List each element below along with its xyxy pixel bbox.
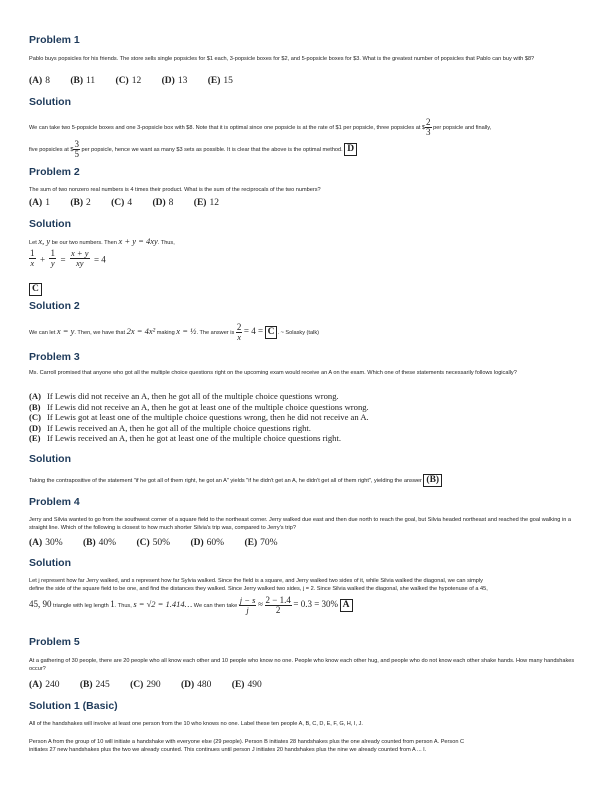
problem-3-solution-title: Solution	[29, 453, 71, 465]
problem-2-choices: (A) 1 (B) 2 (C) 4 (D) 8 (E) 12	[29, 198, 219, 208]
problem-1-solution-title: Solution	[29, 96, 71, 108]
problem-4-choices: (A) 30% (B) 40% (C) 50% (D) 60% (E) 70%	[29, 538, 278, 548]
problem-2-title: Problem 2	[29, 166, 80, 178]
problem-4-title: Problem 4	[29, 496, 80, 508]
problem-3-statements	[29, 391, 584, 444]
problem-5-choices: (A) 240 (B) 245 (C) 290 (D) 480 (E) 490	[29, 680, 262, 690]
statement: (D) If Lewis received an A, then he got all of the multiple choice questions right.	[29, 422, 311, 433]
problem-2-text: The sum of two nonzero real numbers is 4 times their product. What is the sum of the reciprocals of the two numbers?	[29, 187, 321, 193]
statement: (A) If Lewis did not receive an A, then he got all of the multiple choice questions wrong.	[29, 391, 339, 401]
problem-4-solution: Let j represent how far Jerry walked, and s represent how far Sylvia walked. Since the field is a square, and Jerry walked two sides of it, while Silvia walked the diagonal, we can simply define the side of the square field to be one, and find the distances they walked. Since Jerry walked two sides, j = 2. Since Silvia walked the diagonal, she walked the hypotenuse of a 45, 45, 90 triangle with leg length 1. Thus, s = √2 = 1.414… We can then take $\frac{j - s}{j}$ ≈ $\frac{2 - 1.4}{2}$ = 0.3 = 30% A	[29, 578, 488, 616]
statement: (C) If Lewis got at least one of the multiple choice questions wrong, then he did not receive an A.	[29, 412, 369, 422]
problem-4-solution-title: Solution	[29, 557, 71, 569]
answer-box: A	[340, 599, 353, 612]
statement: (B) If Lewis did not receive an A, then he got at least one of the multiple choice questions wrong.	[29, 401, 369, 412]
problem-3-text: Ms. Carroll promised that anyone who got all the multiple choice questions right on the upcoming exam would receive an A on the exam. Which one of these statements necessarily follows logically?	[29, 370, 517, 376]
problem-2-solution: Let x, y be our two numbers. Then x + y = 4xy. Thus,	[29, 236, 175, 246]
problem-2-equation: $\frac{1}{x}$ + $\frac{1}{y}$ = $\frac{x + y}{xy}$ = 4	[30, 248, 106, 268]
problem-2-solution-title: Solution	[29, 218, 71, 230]
problem-3-title: Problem 3	[29, 351, 80, 363]
answer-box: D	[344, 143, 357, 156]
answer-box: (B)	[423, 474, 442, 487]
statement: (E) If Lewis received an A, then he got at least one of the multiple choice questions right.	[29, 433, 342, 443]
problem-5-text: At a gathering of 30 people, there are 20 people who all know each other and 10 people who know no one. People who know each other hug, and people who do not know each other shake hands. How many handshakes occur?	[29, 658, 575, 672]
problem-1-title: Problem 1	[29, 34, 80, 46]
problem-1-text: Pablo buys popsicles for his friends. The store sells single popsicles for $1 each, 3-popsicle boxes for $2, and 5-popsicle boxes for $3. What is the greatest number of popsicles that Pablo can buy with $8?	[29, 56, 535, 62]
problem-5-solution: All of the handshakes will involve at least one person from the 10 who knows no one. Label these ten people A, B, C, D, E, F, G, H, I, J. Person A from the group of 10 will initiate a handshake with everyone else (29 people). Person B initiates 28 handshakes plus the one already counted from person A. Person C initiates 27 new handshakes plus the two we already counted. This continues until person J initiates 20 handshakes plus the nine we already counted from A ... I.	[29, 721, 465, 753]
problem-3-solution: Taking the contrapositive of the statement "if he got all of them right, he got an A" yields "if he didn't get an A, he didn't get all of them right", yielding the answer (B)	[29, 474, 584, 487]
problem-4-text: Jerry and Silvia wanted to go from the southwest corner of a square field to the northeast corner. Jerry walked due east and then due north to reach the goal, but Silvia headed northeast and reached the goal walking in a straight line. Which of the following is closest to how much shorter Silvia's trip was, compared to Jerry's trip?	[29, 517, 571, 531]
problem-2-solution-2-title: Solution 2	[29, 300, 80, 312]
problem-1-solution: We can take two 5-popsicle boxes and one 3-popsicle box with $8. Note that it is optimal since one popsicle is at the rate of $1 per popsicle, three popsicles at $ $\frac{2}{3}$ per popsicle and finally, five popsicles at $ $\frac{3}{5}$ per popsicle, hence we want as many $3 sets as possible. It is clear that the above is the optimal method. D	[29, 117, 492, 160]
problem-1	[29, 34, 584, 46]
answer-box: C	[29, 283, 42, 296]
problem-5-solution-title: Solution 1 (Basic)	[29, 700, 118, 712]
problem-2-solution-2: We can let x = y. Then, we have that 2x = 4x² making x = ½. The answer is $\frac{2}{x}$ = 4 = C . ~ Solasky (talk)	[29, 322, 319, 343]
problem-5-title: Problem 5	[29, 636, 80, 648]
problem-1-choices: (A) 8 (B) 11 (C) 12 (D) 13 (E) 15	[29, 76, 233, 86]
answer-box: C	[265, 326, 278, 339]
